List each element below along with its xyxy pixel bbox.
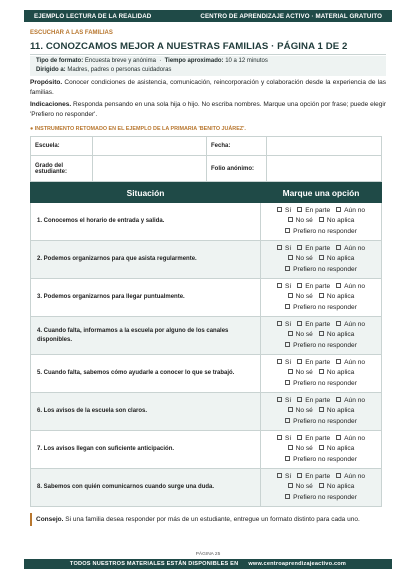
option-label: Sí bbox=[284, 206, 292, 214]
options-cell bbox=[261, 393, 382, 431]
option-label: En parte bbox=[305, 282, 331, 290]
option-label: Sí bbox=[284, 244, 292, 252]
date-label: Fecha: bbox=[207, 137, 267, 156]
option-label: No sé bbox=[295, 217, 313, 225]
options-header: Marque una opción bbox=[261, 183, 382, 203]
advice-text: Si una familia desea responder por más de un estudiante, entregue un formato distinto para cada uno. bbox=[65, 516, 360, 523]
option-label: Prefiero no responder bbox=[293, 227, 357, 235]
option-label: Prefiero no responder bbox=[293, 493, 357, 501]
footer-bar bbox=[24, 559, 392, 569]
option-checkbox[interactable] bbox=[336, 396, 365, 407]
audience-value: Madres, padres o personas cuidadoras bbox=[67, 67, 172, 73]
option-label: Aún no bbox=[344, 282, 366, 290]
option-label: En parte bbox=[305, 396, 331, 404]
instructions-label: Indicaciones. bbox=[30, 101, 72, 108]
option-checkbox[interactable] bbox=[297, 320, 330, 331]
checkbox-icon bbox=[297, 397, 302, 402]
option-checkbox[interactable] bbox=[277, 282, 291, 293]
option-checkbox[interactable] bbox=[297, 472, 330, 483]
option-label: Prefiero no responder bbox=[293, 303, 357, 311]
situation-text: 6. Los avisos de la escuela son claros. bbox=[31, 393, 261, 431]
option-label: Sí bbox=[284, 320, 292, 328]
checkbox-icon bbox=[336, 473, 341, 478]
checkbox-icon bbox=[319, 255, 324, 260]
situation-header: Situación bbox=[31, 183, 261, 203]
option-label: No aplica bbox=[326, 293, 355, 301]
checkbox-icon bbox=[288, 255, 293, 260]
options-line bbox=[263, 216, 379, 227]
time-label: Tiempo aproximado: bbox=[164, 58, 224, 64]
option-checkbox[interactable] bbox=[336, 206, 365, 217]
option-checkbox[interactable] bbox=[277, 434, 291, 445]
checkbox-icon bbox=[277, 359, 282, 364]
option-checkbox[interactable] bbox=[319, 444, 355, 455]
option-label: No sé bbox=[295, 331, 313, 339]
options-line bbox=[263, 406, 379, 417]
option-label: Aún no bbox=[344, 472, 366, 480]
checkbox-icon bbox=[277, 207, 282, 212]
option-label: En parte bbox=[305, 206, 331, 214]
options-line bbox=[263, 417, 379, 428]
option-checkbox[interactable] bbox=[288, 406, 313, 417]
options-line bbox=[263, 341, 379, 352]
option-label: Prefiero no responder bbox=[293, 455, 357, 463]
option-checkbox[interactable] bbox=[285, 303, 357, 314]
date-field[interactable] bbox=[267, 137, 382, 156]
checkbox-icon bbox=[319, 293, 324, 298]
checkbox-icon bbox=[288, 445, 293, 450]
checkbox-icon bbox=[277, 283, 282, 288]
options-line bbox=[263, 265, 379, 276]
option-checkbox[interactable] bbox=[277, 206, 291, 217]
option-checkbox[interactable] bbox=[319, 330, 355, 341]
option-checkbox[interactable] bbox=[288, 482, 313, 493]
meta-line-2 bbox=[36, 66, 380, 75]
option-label: No aplica bbox=[326, 483, 355, 491]
school-label: Escuela: bbox=[31, 137, 93, 156]
checkbox-icon bbox=[285, 342, 290, 347]
checkbox-icon bbox=[297, 359, 302, 364]
instrument-note: ● INSTRUMENTO RETOMADO EN EL EJEMPLO DE LA PRIMARIA 'BENITO JUÁREZ'. bbox=[30, 126, 246, 132]
checkbox-icon bbox=[288, 293, 293, 298]
folio-field[interactable] bbox=[267, 156, 382, 182]
option-checkbox[interactable] bbox=[277, 358, 291, 369]
option-label: No aplica bbox=[326, 331, 355, 339]
checkbox-icon bbox=[336, 435, 341, 440]
header-bar bbox=[24, 10, 392, 22]
checkbox-icon bbox=[336, 359, 341, 364]
checkbox-icon bbox=[288, 369, 293, 374]
header-left-text: EJEMPLO LECTURA DE LA REALIDAD bbox=[34, 12, 152, 20]
checkbox-icon bbox=[288, 483, 293, 488]
header-right-text: CENTRO DE APRENDIZAJE ACTIVO · MATERIAL GRATUITO bbox=[200, 12, 382, 20]
checkbox-icon bbox=[297, 473, 302, 478]
options-line bbox=[263, 303, 379, 314]
checkbox-icon bbox=[285, 228, 290, 233]
situation-text: 4. Cuando falta, informamos a la escuela por alguno de los canales disponibles. bbox=[31, 317, 261, 355]
option-label: Aún no bbox=[344, 358, 366, 366]
format-label: Tipo de formato: bbox=[36, 58, 84, 64]
checkbox-icon bbox=[319, 331, 324, 336]
option-label: Sí bbox=[284, 472, 292, 480]
options-line bbox=[263, 379, 379, 390]
situation-text: 1. Conocemos el horario de entrada y salida. bbox=[31, 203, 261, 241]
option-checkbox[interactable] bbox=[285, 379, 357, 390]
situation-text: 7. Los avisos llegan con suficiente anticipación. bbox=[31, 431, 261, 469]
options-line bbox=[263, 472, 379, 483]
situation-text: 2. Podemos organizarnos para que asista regularmente. bbox=[31, 241, 261, 279]
purpose-text: Conocer condiciones de asistencia, comunicación, reincorporación y colaboración desde la experiencia de las familias. bbox=[30, 79, 386, 96]
options-line bbox=[263, 254, 379, 265]
option-label: No sé bbox=[295, 293, 313, 301]
options-line bbox=[263, 493, 379, 504]
situation-text: 5. Cuando falta, sabemos cómo ayudarle a conocer lo que se trabajó. bbox=[31, 355, 261, 393]
page-number: PÁGINA 25 bbox=[195, 552, 221, 557]
option-label: En parte bbox=[305, 320, 331, 328]
options-line bbox=[263, 455, 379, 466]
option-label: Aún no bbox=[344, 396, 366, 404]
option-label: No aplica bbox=[326, 369, 355, 377]
option-checkbox[interactable] bbox=[277, 396, 291, 407]
checkbox-icon bbox=[297, 321, 302, 326]
option-label: No aplica bbox=[326, 217, 355, 225]
options-line bbox=[263, 434, 379, 445]
options-line bbox=[263, 282, 379, 293]
option-label: Prefiero no responder bbox=[293, 341, 357, 349]
checkbox-icon bbox=[288, 331, 293, 336]
option-checkbox[interactable] bbox=[336, 434, 365, 445]
option-checkbox[interactable] bbox=[297, 396, 330, 407]
table-row bbox=[31, 355, 382, 393]
instructions-paragraph bbox=[30, 100, 386, 120]
folio-label: Folio anónimo: bbox=[207, 156, 267, 182]
table-row bbox=[31, 317, 382, 355]
checkbox-icon bbox=[277, 397, 282, 402]
options-line bbox=[263, 396, 379, 407]
title-divider bbox=[30, 54, 386, 55]
option-checkbox[interactable] bbox=[297, 434, 330, 445]
option-checkbox[interactable] bbox=[297, 244, 330, 255]
checkbox-icon bbox=[336, 245, 341, 250]
options-cell bbox=[261, 469, 382, 507]
option-label: Sí bbox=[284, 396, 292, 404]
option-checkbox[interactable] bbox=[319, 216, 355, 227]
purpose-paragraph bbox=[30, 78, 386, 98]
options-line bbox=[263, 320, 379, 331]
instructions-text: Responda pensando en una sola hija o hijo. No escriba nombres. Marque una opción por frase; puede elegir 'Prefiero no responder'. bbox=[30, 101, 386, 118]
option-label: Aún no bbox=[344, 206, 366, 214]
options-cell bbox=[261, 317, 382, 355]
checkbox-icon bbox=[319, 445, 324, 450]
purpose-label: Propósito. bbox=[30, 79, 63, 86]
checkbox-icon bbox=[319, 217, 324, 222]
checkbox-icon bbox=[277, 321, 282, 326]
checkbox-icon bbox=[319, 407, 324, 412]
meta-box bbox=[30, 56, 386, 76]
school-field[interactable] bbox=[93, 137, 207, 156]
checkbox-icon bbox=[297, 283, 302, 288]
table-row bbox=[31, 279, 382, 317]
option-label: Sí bbox=[284, 358, 292, 366]
checkbox-icon bbox=[285, 266, 290, 271]
table-row bbox=[31, 431, 382, 469]
table-row bbox=[31, 241, 382, 279]
option-label: Prefiero no responder bbox=[293, 379, 357, 387]
option-label: Aún no bbox=[344, 434, 366, 442]
option-checkbox[interactable] bbox=[285, 455, 357, 466]
option-checkbox[interactable] bbox=[288, 330, 313, 341]
option-checkbox[interactable] bbox=[336, 244, 365, 255]
option-label: No aplica bbox=[326, 255, 355, 263]
options-line bbox=[263, 482, 379, 493]
checkbox-icon bbox=[336, 283, 341, 288]
checkbox-icon bbox=[288, 217, 293, 222]
options-cell bbox=[261, 355, 382, 393]
option-checkbox[interactable] bbox=[285, 227, 357, 238]
footer-left-text: TODOS NUESTROS MATERIALES ESTÁN DISPONIBLES EN bbox=[69, 561, 239, 567]
footer-url[interactable]: www.centroaprendizajeactivo.com bbox=[248, 561, 347, 567]
option-checkbox[interactable] bbox=[297, 282, 330, 293]
option-checkbox[interactable] bbox=[336, 282, 365, 293]
checkbox-icon bbox=[297, 207, 302, 212]
checkbox-icon bbox=[285, 380, 290, 385]
table-row bbox=[31, 393, 382, 431]
options-line bbox=[263, 330, 379, 341]
checkbox-icon bbox=[277, 435, 282, 440]
audience-label: Dirigido a: bbox=[36, 67, 66, 73]
option-label: En parte bbox=[305, 358, 331, 366]
info-table bbox=[30, 136, 382, 182]
option-label: Sí bbox=[284, 434, 292, 442]
option-checkbox[interactable] bbox=[297, 358, 330, 369]
checkbox-icon bbox=[336, 321, 341, 326]
option-checkbox[interactable] bbox=[285, 341, 357, 352]
options-cell bbox=[261, 431, 382, 469]
checkbox-icon bbox=[285, 494, 290, 499]
advice-label: Consejo. bbox=[36, 516, 64, 523]
options-cell bbox=[261, 203, 382, 241]
options-line bbox=[263, 368, 379, 379]
checkbox-icon bbox=[277, 473, 282, 478]
option-label: No sé bbox=[295, 255, 313, 263]
option-label: Aún no bbox=[344, 320, 366, 328]
checkbox-icon bbox=[285, 418, 290, 423]
options-cell bbox=[261, 241, 382, 279]
grade-label: Grado del estudiante: bbox=[31, 156, 93, 182]
situation-text: 3. Podemos organizarnos para llegar puntualmente. bbox=[31, 279, 261, 317]
option-label: No aplica bbox=[326, 445, 355, 453]
options-line bbox=[263, 444, 379, 455]
options-line bbox=[263, 206, 379, 217]
page-title: 11. CONOZCAMOS MEJOR A NUESTRAS FAMILIAS · PÁGINA 1 DE 2 bbox=[30, 41, 348, 52]
options-line bbox=[263, 358, 379, 369]
options-line bbox=[263, 292, 379, 303]
option-checkbox[interactable] bbox=[336, 320, 365, 331]
option-checkbox[interactable] bbox=[288, 368, 313, 379]
option-checkbox[interactable] bbox=[319, 254, 355, 265]
option-checkbox[interactable] bbox=[285, 417, 357, 428]
option-label: No sé bbox=[295, 445, 313, 453]
option-label: En parte bbox=[305, 244, 331, 252]
option-label: Aún no bbox=[344, 244, 366, 252]
format-value: Encuesta breve y anónima bbox=[84, 58, 156, 64]
option-checkbox[interactable] bbox=[288, 254, 313, 265]
option-checkbox[interactable] bbox=[277, 244, 291, 255]
checkbox-icon bbox=[285, 456, 290, 461]
advice-box bbox=[30, 513, 382, 526]
meta-separator: · bbox=[157, 58, 165, 64]
option-label: No sé bbox=[295, 369, 313, 377]
checkbox-icon bbox=[319, 483, 324, 488]
grade-field[interactable] bbox=[93, 156, 207, 182]
meta-line-1 bbox=[36, 57, 380, 66]
option-label: No sé bbox=[295, 483, 313, 491]
option-label: Prefiero no responder bbox=[293, 417, 357, 425]
option-checkbox[interactable] bbox=[288, 216, 313, 227]
option-checkbox[interactable] bbox=[285, 493, 357, 504]
option-label: No aplica bbox=[326, 407, 355, 415]
option-label: Prefiero no responder bbox=[293, 265, 357, 273]
checkbox-icon bbox=[319, 369, 324, 374]
checkbox-icon bbox=[285, 304, 290, 309]
option-checkbox[interactable] bbox=[319, 292, 355, 303]
options-line bbox=[263, 244, 379, 255]
option-checkbox[interactable] bbox=[288, 444, 313, 455]
section-label: ESCUCHAR A LAS FAMILIAS bbox=[30, 30, 113, 36]
option-checkbox[interactable] bbox=[336, 358, 365, 369]
situation-text: 8. Sabemos con quién comunicarnos cuando surge una duda. bbox=[31, 469, 261, 507]
checkbox-icon bbox=[288, 407, 293, 412]
survey-table bbox=[30, 182, 382, 507]
option-label: En parte bbox=[305, 472, 331, 480]
option-label: En parte bbox=[305, 434, 331, 442]
options-cell bbox=[261, 279, 382, 317]
option-checkbox[interactable] bbox=[277, 472, 291, 483]
option-checkbox[interactable] bbox=[285, 265, 357, 276]
checkbox-icon bbox=[277, 245, 282, 250]
table-row bbox=[31, 203, 382, 241]
option-checkbox[interactable] bbox=[297, 206, 330, 217]
option-checkbox[interactable] bbox=[336, 472, 365, 483]
option-checkbox[interactable] bbox=[319, 406, 355, 417]
checkbox-icon bbox=[297, 245, 302, 250]
options-line bbox=[263, 227, 379, 238]
option-checkbox[interactable] bbox=[277, 320, 291, 331]
option-label: No sé bbox=[295, 407, 313, 415]
option-label: Sí bbox=[284, 282, 292, 290]
checkbox-icon bbox=[297, 435, 302, 440]
table-row bbox=[31, 469, 382, 507]
checkbox-icon bbox=[336, 397, 341, 402]
option-checkbox[interactable] bbox=[288, 292, 313, 303]
checkbox-icon bbox=[336, 207, 341, 212]
option-checkbox[interactable] bbox=[319, 482, 355, 493]
option-checkbox[interactable] bbox=[319, 368, 355, 379]
time-value: 10 a 12 minutos bbox=[225, 58, 268, 64]
